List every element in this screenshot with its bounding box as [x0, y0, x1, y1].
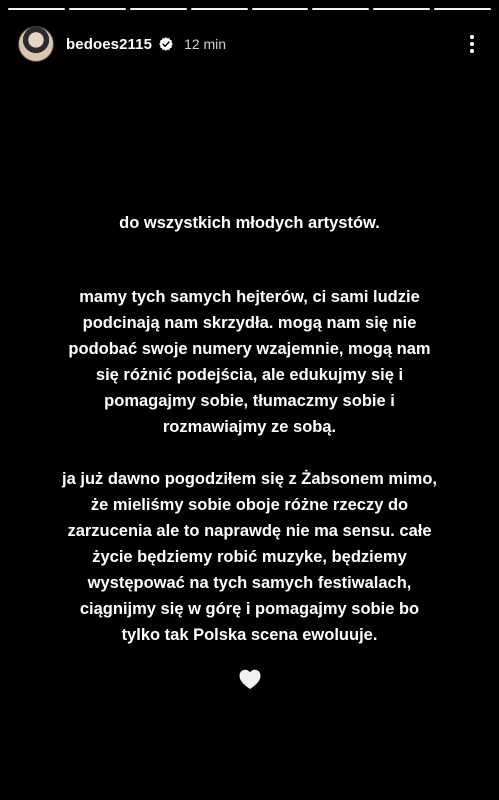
text-line: podcinają nam skrzydła. mogą nam się nie [82, 314, 417, 332]
story-paragraph-1 [40, 284, 459, 440]
progress-segment [252, 8, 309, 10]
progress-segment [8, 8, 65, 10]
text-line: że mieliśmy sobie oboje różne rzeczy do [90, 496, 409, 514]
progress-segment [373, 8, 430, 10]
text-line: podobać swoje numery wzajemnie, mogą nam [68, 340, 431, 358]
verified-badge-icon [158, 36, 174, 52]
text-line: ciągnijmy się w górę i pomagajmy sobie bo [79, 600, 420, 618]
white-heart-icon [238, 668, 262, 690]
more-dot [470, 42, 474, 46]
more-dot [470, 49, 474, 53]
text-line: rozmawiajmy ze sobą. [162, 418, 337, 436]
username[interactable]: bedoes2115 [66, 35, 153, 53]
text-line: tylko tak Polska scena ewoluuje. [121, 626, 378, 644]
post-time: 12 min [184, 36, 227, 52]
story-header [18, 26, 481, 62]
text-line: życie będziemy robić muzyke, będziemy [92, 548, 407, 566]
text-line: mamy tych samych hejterów, ci sami ludzie [79, 288, 420, 306]
progress-segment [130, 8, 187, 10]
text-line: występować na tych samych festiwalach, [87, 574, 412, 592]
progress-segment [312, 8, 369, 10]
story-title: do wszystkich młodych artystów. [119, 214, 380, 232]
text-line: pomagajmy sobie, tłumaczmy sobie i [104, 392, 395, 410]
text-line: zarzucenia ale to naprawdę nie ma sensu. całe [67, 522, 432, 540]
progress-segment [191, 8, 248, 10]
progress-segment [69, 8, 126, 10]
text-line: ja już dawno pogodziłem się z Żabsonem mimo, [62, 470, 437, 488]
more-options-icon[interactable] [463, 32, 481, 56]
progress-segment [434, 8, 491, 10]
avatar[interactable] [18, 26, 54, 62]
text-line: się różnić podejścia, ale edukujmy się i [95, 366, 404, 384]
story-paragraph-2 [40, 466, 459, 648]
story-text [40, 210, 459, 690]
story-progress-bar [8, 8, 491, 10]
more-dot [470, 35, 474, 39]
